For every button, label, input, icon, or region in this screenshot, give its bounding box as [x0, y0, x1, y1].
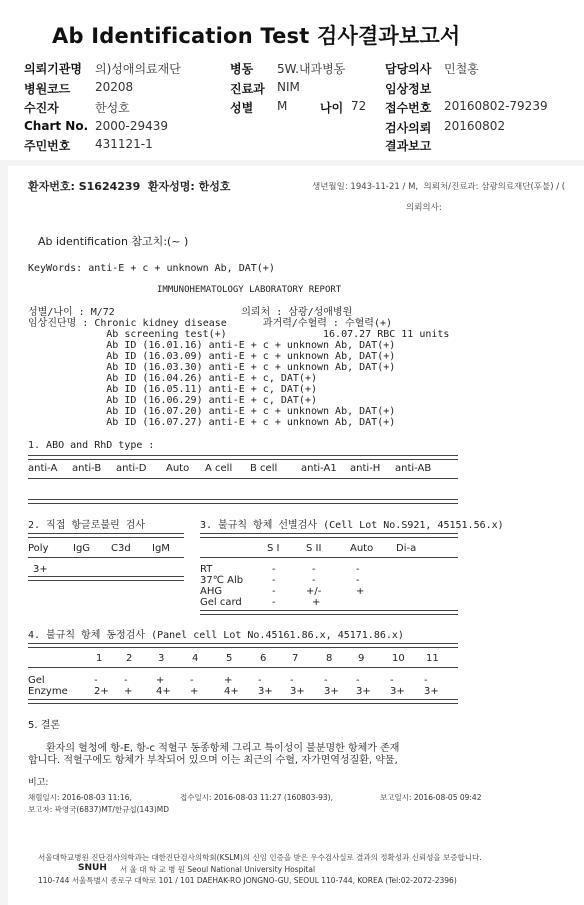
abo-header-cell: anti-AB	[395, 463, 432, 474]
panel-cell: -	[290, 675, 294, 686]
abo-header-cell: anti-A	[28, 463, 58, 474]
label-accession-no: 접수번호	[385, 101, 432, 115]
value-age: 72	[351, 99, 367, 113]
panel-cell: +	[224, 675, 233, 686]
value-request-date: 20160802	[444, 119, 506, 133]
value-department: NIM	[277, 80, 300, 94]
label-clinical-info: 임상정보	[385, 82, 432, 96]
value-physician: 민철홍	[444, 62, 479, 76]
referring-doctor-line: 의뢰의사:	[406, 203, 442, 213]
double-rule	[28, 643, 458, 648]
birth-referral-line: 생년월일: 1943-11-21 / M, 의뢰처/진료과: 삼광의료재단(후불) / (	[312, 182, 566, 192]
panel-cell: -	[356, 675, 360, 686]
abo-header-cell: anti-A1	[301, 463, 337, 474]
panel-cell: 3+	[324, 686, 339, 697]
panel-col-header: 11	[426, 653, 439, 664]
scanned-lab-report	[8, 166, 584, 905]
info-line: Ab ID (16.01.16) anti-E + c + unknown Ab, DAT(+)	[28, 340, 396, 351]
panel-col-header: 3	[158, 653, 165, 664]
screen-cell: -	[272, 575, 276, 586]
rule	[28, 478, 458, 479]
panel-cell: 3+	[424, 686, 439, 697]
patient-id-line: 환자번호: S1624239 환자성명: 한성호	[28, 180, 231, 193]
report-date: 보고일시: 2016-08-05 09:42	[380, 793, 482, 802]
panel-col-header: 8	[326, 653, 333, 664]
reference-title: Ab identification 참고치:(~ )	[38, 235, 189, 248]
dat-header-cell: IgM	[152, 543, 170, 554]
value-sex: M	[277, 99, 288, 113]
info-line: Ab screening test(+) 16.07.27 RBC 11 units	[28, 329, 450, 340]
value-accession-no: 20160802-79239	[444, 99, 548, 113]
screen-cell: -	[272, 597, 276, 608]
double-rule	[28, 699, 458, 704]
label-resident-no: 주민번호	[24, 139, 71, 153]
screen-cell: +	[356, 586, 365, 597]
panel-cell: -	[124, 675, 128, 686]
screen-cell: -	[272, 586, 276, 597]
report-title: Ab Identification Test 검사결과보고서	[52, 24, 461, 48]
panel-col-header: 6	[260, 653, 267, 664]
dat-header-cell: IgG	[73, 543, 91, 554]
section-panel-title: 4. 불규칙 항체 동정검사 (Panel cell Lot No.45161.86.x, 45171.86.x)	[28, 630, 404, 641]
abo-header-cell: anti-D	[116, 463, 147, 474]
panel-col-header: 9	[358, 653, 365, 664]
info-line: Ab ID (16.07.20) anti-E + c + unknown Ab, DAT(+)	[28, 406, 396, 417]
abo-header-cell: A cell	[205, 463, 233, 474]
screen-header-cell: S II	[306, 543, 322, 554]
section-dat-title: 2. 직접 항글로불린 검사	[28, 520, 146, 531]
label-requesting-institution: 의뢰기관명	[24, 62, 82, 76]
value-patient: 한성호	[95, 101, 130, 115]
info-line: Ab ID (16.05.11) anti-E + c, DAT(+)	[28, 384, 317, 395]
section-conclusion-title: 5. 결론	[28, 720, 61, 731]
info-line: Ab ID (16.07.27) anti-E + c + unknown Ab, DAT(+)	[28, 417, 396, 428]
hospital-name: 서 울 대 학 교 병 원 Seoul National University Hospital	[120, 865, 316, 874]
panel-col-header: 1	[96, 653, 103, 664]
collection-date: 채혈일시: 2016-08-03 11:16,	[28, 793, 132, 802]
panel-col-header: 10	[392, 653, 405, 664]
double-rule	[28, 533, 184, 538]
panel-cell: -	[94, 675, 98, 686]
info-line: 성별/나이 : M/72 의뢰처 : 삼광/성애병원	[28, 307, 353, 318]
lab-report-title: IMMUNOHEMATOLOGY LABORATORY REPORT	[157, 285, 342, 295]
screen-row-label: Gel card	[200, 597, 242, 608]
panel-cell: -	[390, 675, 394, 686]
reporter-line: 보고자: 곽영국(6837)MT/한규섭(143)MD	[28, 805, 170, 814]
note-label: 비고:	[28, 778, 49, 788]
screen-cell: +/-	[306, 586, 322, 597]
report-header	[0, 0, 584, 160]
panel-cell: 3+	[356, 686, 371, 697]
conclusion-line: 환자의 혈청에 항-E, 항-c 적혈구 동종항체 그리고 특이성이 불분명한 항체가 존재	[46, 743, 400, 754]
label-request-date: 검사의뢰	[385, 121, 432, 135]
panel-cell: +	[156, 675, 165, 686]
dat-header-cell: C3d	[111, 543, 131, 554]
keywords-line: KeyWords: anti-E + c + unknown Ab, DAT(+)	[28, 263, 275, 274]
abo-header-cell: B cell	[250, 463, 278, 474]
screen-row-label: 37℃ Alb	[200, 575, 244, 586]
panel-col-header: 7	[292, 653, 299, 664]
receipt-date: 접수일시: 2016-08-03 11:27 (160803-93),	[180, 793, 333, 802]
panel-cell: 3+	[390, 686, 405, 697]
panel-cell: 4+	[224, 686, 239, 697]
panel-cell: 3+	[290, 686, 305, 697]
panel-col-header: 2	[126, 653, 133, 664]
screen-cell: -	[312, 564, 316, 575]
panel-cell: -	[190, 675, 194, 686]
hospital-address: 110-744 서울특별시 종로구 대학로 101 / 101 DAEHAK-RO JONGNO-GU, SEOUL 110-744, KOREA (Tel:02-2072-2396)	[38, 876, 457, 885]
panel-cell: 4+	[156, 686, 171, 697]
label-sex: 성별	[230, 101, 254, 115]
info-line: Ab ID (16.03.09) anti-E + c + unknown Ab, DAT(+)	[28, 351, 396, 362]
abo-header-cell: anti-B	[72, 463, 102, 474]
accreditation-notice: 서울대학교병원 진단검사의학과는 대한진단검사의학회(KSLM)의 신임 인증을 받은 우수검사실로 결과의 정확성과 신뢰성을 보증합니다.	[38, 853, 482, 862]
info-line: Ab ID (16.06.29) anti-E + c, DAT(+)	[28, 395, 317, 406]
panel-row-label: Enzyme	[28, 686, 68, 697]
screen-header-cell: Auto	[350, 543, 374, 554]
value-hospital-code: 20208	[95, 80, 134, 94]
info-line: Ab ID (16.04.26) anti-E + c, DAT(+)	[28, 373, 317, 384]
label-patient: 수진자	[24, 101, 59, 115]
label-ward: 병동	[230, 62, 254, 76]
screen-cell: -	[312, 575, 316, 586]
panel-cell: 3+	[258, 686, 273, 697]
section-screening-title: 3. 불규칙 항체 선별검사 (Cell Lot No.S921, 45151.56.x)	[200, 520, 504, 531]
screen-cell: -	[356, 564, 360, 575]
rule	[200, 557, 458, 558]
panel-row-label: Gel	[28, 675, 45, 686]
value-chart-no: 2000-29439	[95, 119, 169, 133]
double-rule	[28, 455, 458, 460]
panel-cell: -	[424, 675, 428, 686]
screen-header-cell: Di-a	[396, 543, 417, 554]
label-physician: 담당의사	[385, 62, 432, 76]
screen-cell: -	[356, 575, 360, 586]
panel-cell: -	[324, 675, 328, 686]
screen-cell: -	[272, 564, 276, 575]
label-hospital-code: 병원코드	[24, 82, 71, 96]
panel-cell: 2+	[94, 686, 109, 697]
label-chart-no: Chart No.	[24, 119, 89, 133]
dat-header-cell: Poly	[28, 543, 49, 554]
abo-header-cell: anti-H	[350, 463, 381, 474]
panel-cell: +	[124, 686, 133, 697]
double-rule	[28, 576, 184, 581]
double-rule	[200, 610, 458, 615]
panel-cell: -	[258, 675, 262, 686]
conclusion-line: 합니다. 적혈구에도 항체가 부착되어 있으며 이는 최근의 수혈, 자가면역성질환, 약물,	[28, 755, 398, 766]
dat-poly-value: 3+	[33, 564, 48, 575]
label-department: 진료과	[230, 82, 265, 96]
screen-header-cell: S I	[267, 543, 280, 554]
rule	[28, 557, 184, 558]
screen-row-label: AHG	[200, 586, 223, 597]
value-resident-no: 431121-1	[95, 137, 153, 151]
label-age: 나이	[320, 101, 344, 115]
section-abo-title: 1. ABO and RhD type :	[28, 440, 155, 451]
screen-row-label: RT	[200, 564, 213, 575]
panel-cell: +	[190, 686, 199, 697]
value-ward: 5W.내과병동	[277, 62, 346, 76]
abo-header-cell: Auto	[166, 463, 190, 474]
double-rule	[28, 499, 458, 504]
screen-cell: +	[312, 597, 321, 608]
info-line: 임상진단명 : Chronic kidney disease 과거력/수혈력 : 수혈력(+)	[28, 318, 393, 329]
info-line: Ab ID (16.03.30) anti-E + c + unknown Ab, DAT(+)	[28, 362, 396, 373]
panel-col-header: 5	[226, 653, 233, 664]
panel-col-header: 4	[192, 653, 199, 664]
double-rule	[200, 533, 458, 538]
label-result-report: 결과보고	[385, 139, 432, 153]
rule	[28, 667, 458, 668]
value-requesting-institution: 의)성애의료재단	[95, 62, 181, 76]
snuh-logo: SNUH	[78, 863, 107, 873]
